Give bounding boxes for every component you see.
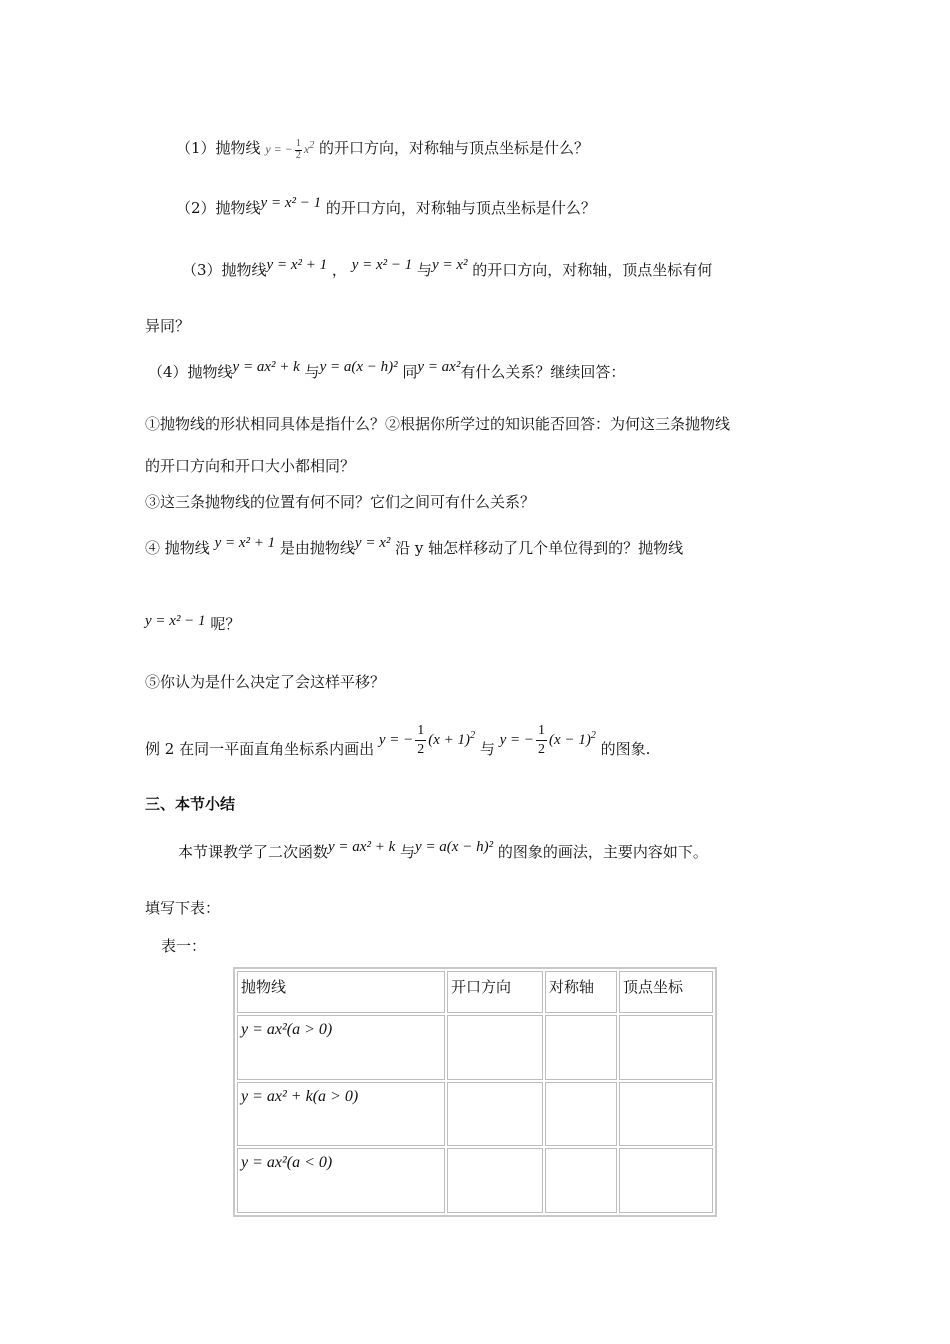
fraction-half: $\frac{1}{2}$ xyxy=(538,723,546,758)
paragraph-3: ③这三条抛物线的位置有何不同？它们之间可有什么关系？ xyxy=(145,493,536,511)
formula-summary-a: y = ax² + k xyxy=(328,839,396,855)
paragraph-4-cont: y = x² − 1 呢？ xyxy=(145,612,240,637)
summary: 本节课教学了二次函数y = ax² + k 与y = a(x − h)² 的图象的画法，主要内容如下。 xyxy=(178,840,708,865)
header-parabola: 抛物线 xyxy=(237,971,445,1013)
table-row xyxy=(237,1082,713,1147)
formula-q1: y = − $\frac{1}{2}$ $x^2$ xyxy=(265,137,315,161)
cell-opening[interactable] xyxy=(447,1015,543,1080)
section-title: 三、本节小结 xyxy=(145,795,236,813)
formula-q3-a: y = x² + 1 xyxy=(266,257,328,273)
table-header-row xyxy=(237,971,713,1013)
formula-example-a: y = − $\frac{1}{2}$ $(x + 1)^2$ xyxy=(378,723,476,758)
fraction-half: $\frac{1}{2}$ xyxy=(295,137,301,161)
formula-q4-b: y = a(x − h)² xyxy=(319,359,398,375)
formula-q4-c: y = ax² xyxy=(417,359,461,375)
paragraph-1-cont: 的开口方向和开口大小都相同？ xyxy=(145,457,356,475)
formula-q3-b: y = x² − 1 xyxy=(351,257,413,273)
summary-table xyxy=(233,967,717,1217)
formula-q4-a: y = ax² + k xyxy=(232,359,300,375)
header-opening: 开口方向 xyxy=(447,971,543,1013)
cell-vertex[interactable] xyxy=(619,1148,713,1213)
row-formula: y = ax²(a < 0) xyxy=(237,1148,445,1213)
table-row xyxy=(237,1015,713,1080)
formula-q3-c: y = x² xyxy=(432,257,468,273)
formula-summary-b: y = a(x − h)² xyxy=(415,839,494,855)
formula-p4-b: y = x² xyxy=(354,535,391,551)
header-vertex: 顶点坐标 xyxy=(619,971,713,1013)
cell-opening[interactable] xyxy=(447,1082,543,1147)
cell-vertex[interactable] xyxy=(619,1082,713,1147)
cell-axis[interactable] xyxy=(545,1015,617,1080)
example-2: 例 2 在同一平面直角坐标系内画出 y = − $\frac{1}{2}$ $(x + 1)^2$ 与 y = − $\frac{1}{2}$ $(x - 1)^2$ 的图象. xyxy=(145,723,651,758)
paragraph-4: ④ 抛物线 y = x² + 1 是由抛物线y = x² 沿 y 轴怎样移动了几个单位得到的？抛物线 xyxy=(145,536,683,561)
table-label: 表一： xyxy=(161,937,207,955)
fraction-half: $\frac{1}{2}$ xyxy=(417,723,425,758)
question-3-cont: 异同？ xyxy=(145,317,191,335)
paragraph-5: ⑤你认为是什么决定了会这样平移？ xyxy=(145,673,386,691)
question-4: （4）抛物线y = ax² + k 与y = a(x − h)² 同y = ax²有什么关系？继续回答： xyxy=(148,360,625,385)
question-1: （1）抛物线 y = − $\frac{1}{2}$ $x^2$ 的开口方向，对称轴与顶点坐标是什么？ xyxy=(176,134,589,162)
formula-q2: y = x² − 1 xyxy=(260,195,322,211)
fill-instruction: 填写下表： xyxy=(145,899,221,917)
formula-p4-c: y = x² − 1 xyxy=(145,613,206,629)
paragraph-1: ①抛物线的形状相同具体是指什么？②根据你所学过的知识能否回答：为何这三条抛物线 xyxy=(145,415,731,433)
row-formula: y = ax²(a > 0) xyxy=(237,1015,445,1080)
header-axis: 对称轴 xyxy=(545,971,617,1013)
cell-axis[interactable] xyxy=(545,1082,617,1147)
question-3: （3）抛物线y = x² + 1 ， y = x² − 1 与y = x² 的开口方向，对称轴，顶点坐标有何 xyxy=(182,258,712,283)
cell-axis[interactable] xyxy=(545,1148,617,1213)
cell-vertex[interactable] xyxy=(619,1015,713,1080)
cell-opening[interactable] xyxy=(447,1148,543,1213)
table-row xyxy=(237,1148,713,1213)
formula-example-b: y = − $\frac{1}{2}$ $(x - 1)^2$ xyxy=(499,723,596,758)
question-2: （2）抛物线y = x² − 1 的开口方向，对称轴与顶点坐标是什么？ xyxy=(176,196,596,221)
formula-p4-a: y = x² + 1 xyxy=(214,535,276,551)
row-formula: y = ax² + k(a > 0) xyxy=(237,1082,445,1147)
